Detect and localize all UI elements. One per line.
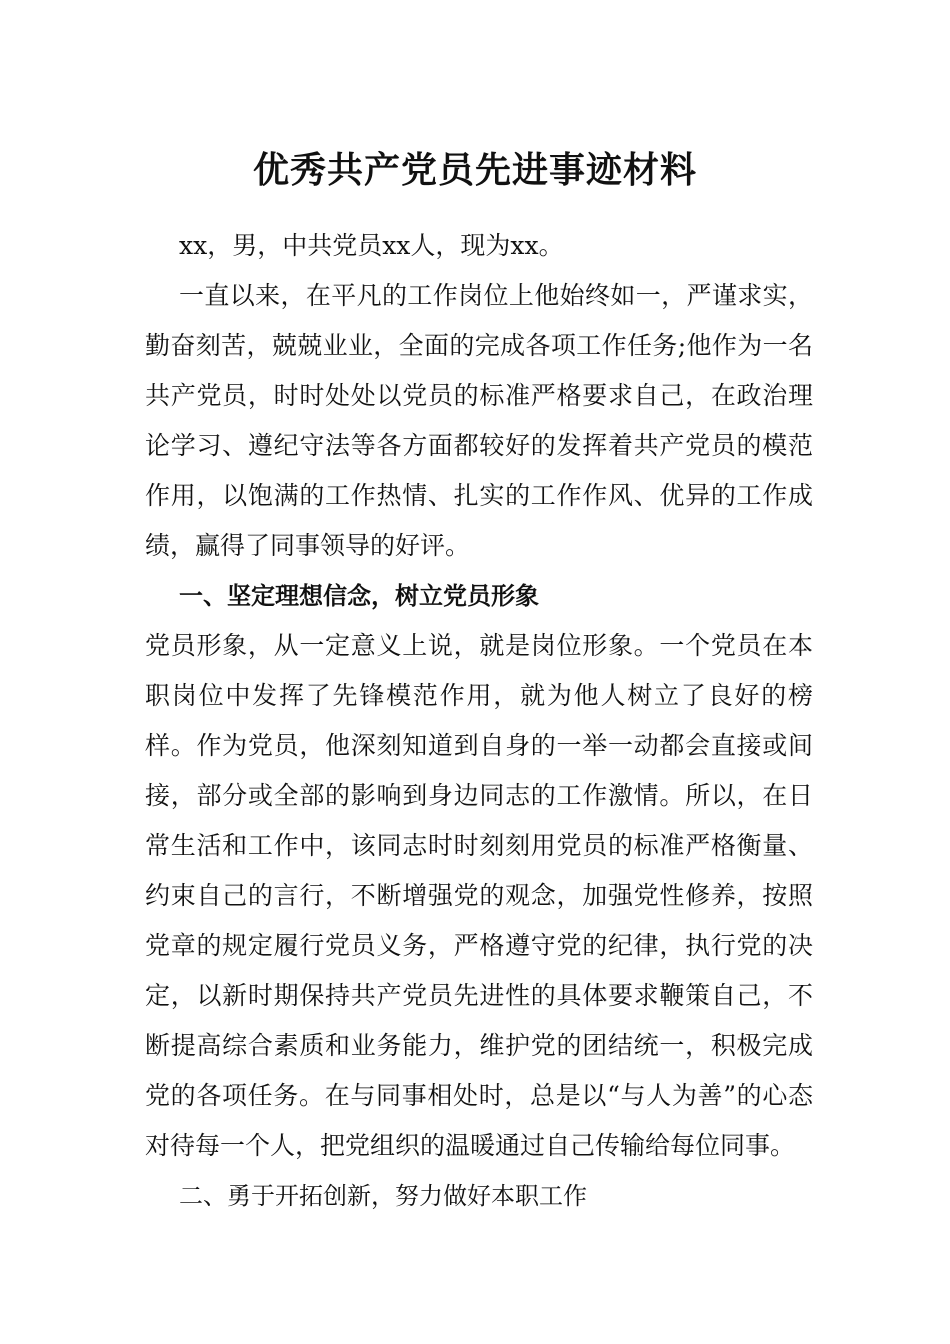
document-body [145, 221, 813, 1221]
paragraph-2: 党员形象，从一定意义上说，就是岗位形象。一个党员在本职岗位中发挥了先锋模范作用，就为他人树立了良好的榜样。作为党员，他深刻知道到自身的一举一动都会直接或间接，部分或全部的影响到身边同志的工作激情。所以，在日常生活和工作中，该同志时时刻刻用党员的标准严格衡量、约束自己的言行，不断增强党的观念，加强党性修养，按照党章的规定履行党员义务，严格遵守党的纪律，执行党的决定，以新时期保持共产党员先进性的具体要求鞭策自己，不断提高综合素质和业务能力，维护党的团结统一，积极完成党的各项任务。在与同事相处时，总是以“与人为善”的心态对待每一个人，把党组织的温暖通过自己传输给每位同事。 [145, 631, 813, 1160]
section-heading-1: 一、坚定理想信念，树立党员形象 [179, 582, 539, 610]
intro-paragraph: xx，男，中共党员xx人，现为xx。 [179, 231, 564, 260]
paragraph-1: 一直以来，在平凡的工作岗位上他始终如一，严谨求实，勤奋刻苦，兢兢业业，全面的完成各项工作任务;他作为一名共产党员，时时处处以党员的标准严格要求自己，在政治理论学习、遵纪守法等各方面都较好的发挥着共产党员的模范作用，以饱满的工作热情、扎实的工作作风、优异的工作成绩，赢得了同事领导的好评。 [145, 281, 813, 560]
document-title: 优秀共产党员先进事迹材料 [252, 149, 697, 191]
section-heading-2: 二、勇于开拓创新，努力做好本职工作 [179, 1182, 587, 1210]
